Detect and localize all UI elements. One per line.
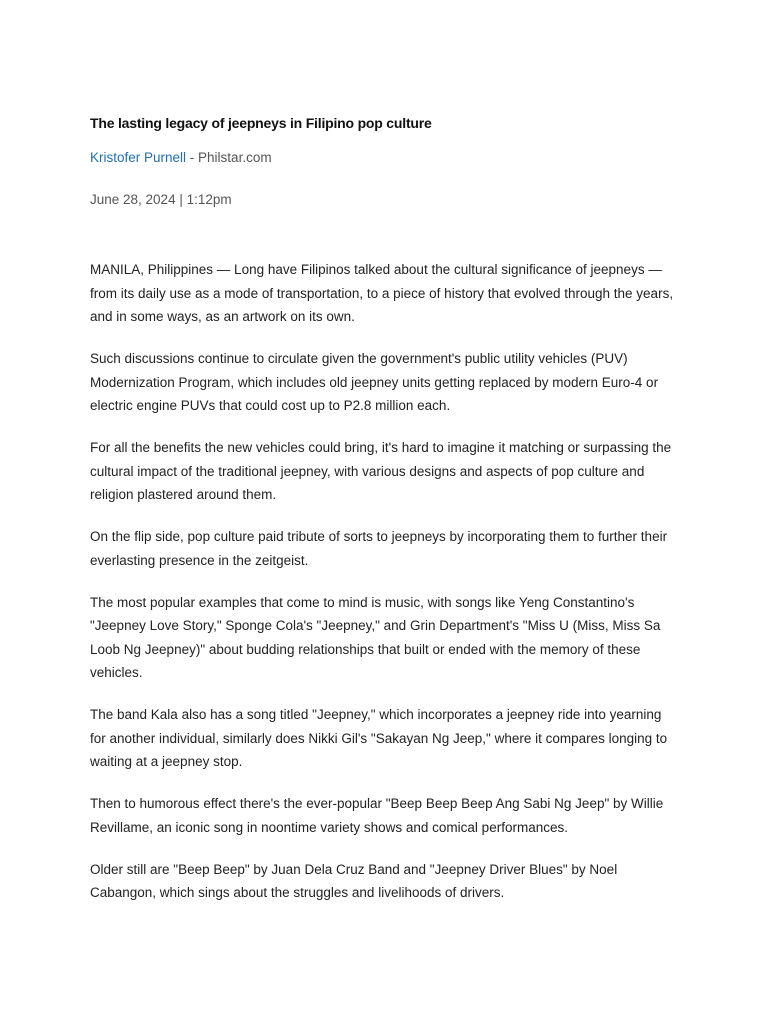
- paragraph: Such discussions continue to circulate given the government's public utility vehicles (PUV) Modernization Program, which includes old jeepney units getting replaced by modern Euro-4 or electric engine PUVs that could cost up to P2.8 million each.: [90, 351, 659, 413]
- author-link[interactable]: Kristofer Purnell: [90, 150, 187, 165]
- publish-date: June 28, 2024 | 1:12pm: [90, 192, 232, 207]
- article-body: [90, 258, 680, 923]
- paragraph: Older still are "Beep Beep" by Juan Dela Cruz Band and "Jeepney Driver Blues" by Noel Cabangon, which sings about the struggles and livelihoods of drivers.: [90, 861, 618, 900]
- paragraph: The band Kala also has a song titled "Jeepney," which incorporates a jeepney ride into yearning for another individual, similarly does Nikki Gil's "Sakayan Ng Jeep," where it compares longing to waiting at a jeepney stop.: [90, 707, 668, 769]
- source-label: - Philstar.com: [186, 150, 272, 165]
- article-title: The lasting legacy of jeepneys in Filipino pop culture: [90, 115, 432, 131]
- paragraph: On the flip side, pop culture paid tribute of sorts to jeepneys by incorporating them to further their everlasting presence in the zeitgeist.: [90, 529, 668, 568]
- paragraph: For all the benefits the new vehicles could bring, it's hard to imagine it matching or surpassing the cultural impact of the traditional jeepney, with various designs and aspects of pop culture and religion plastered around them.: [90, 440, 672, 502]
- paragraph: MANILA, Philippines — Long have Filipinos talked about the cultural significance of jeepneys — from its daily use as a mode of transportation, to a piece of history that evolved through the years, and in some ways, as an artwork on its own.: [90, 262, 674, 324]
- byline: [90, 150, 272, 165]
- paragraph: The most popular examples that come to mind is music, with songs like Yeng Constantino's "Jeepney Love Story," Sponge Cola's "Jeepney," and Grin Department's "Miss U (Miss, Miss Sa Loob Ng Jeepney)" about budding relationships that built or ended with the memory of these vehicles.: [90, 594, 661, 680]
- paragraph: Then to humorous effect there's the ever-popular "Beep Beep Beep Ang Sabi Ng Jeep" by Willie Revillame, an iconic song in noontime variety shows and comical performances.: [90, 796, 664, 835]
